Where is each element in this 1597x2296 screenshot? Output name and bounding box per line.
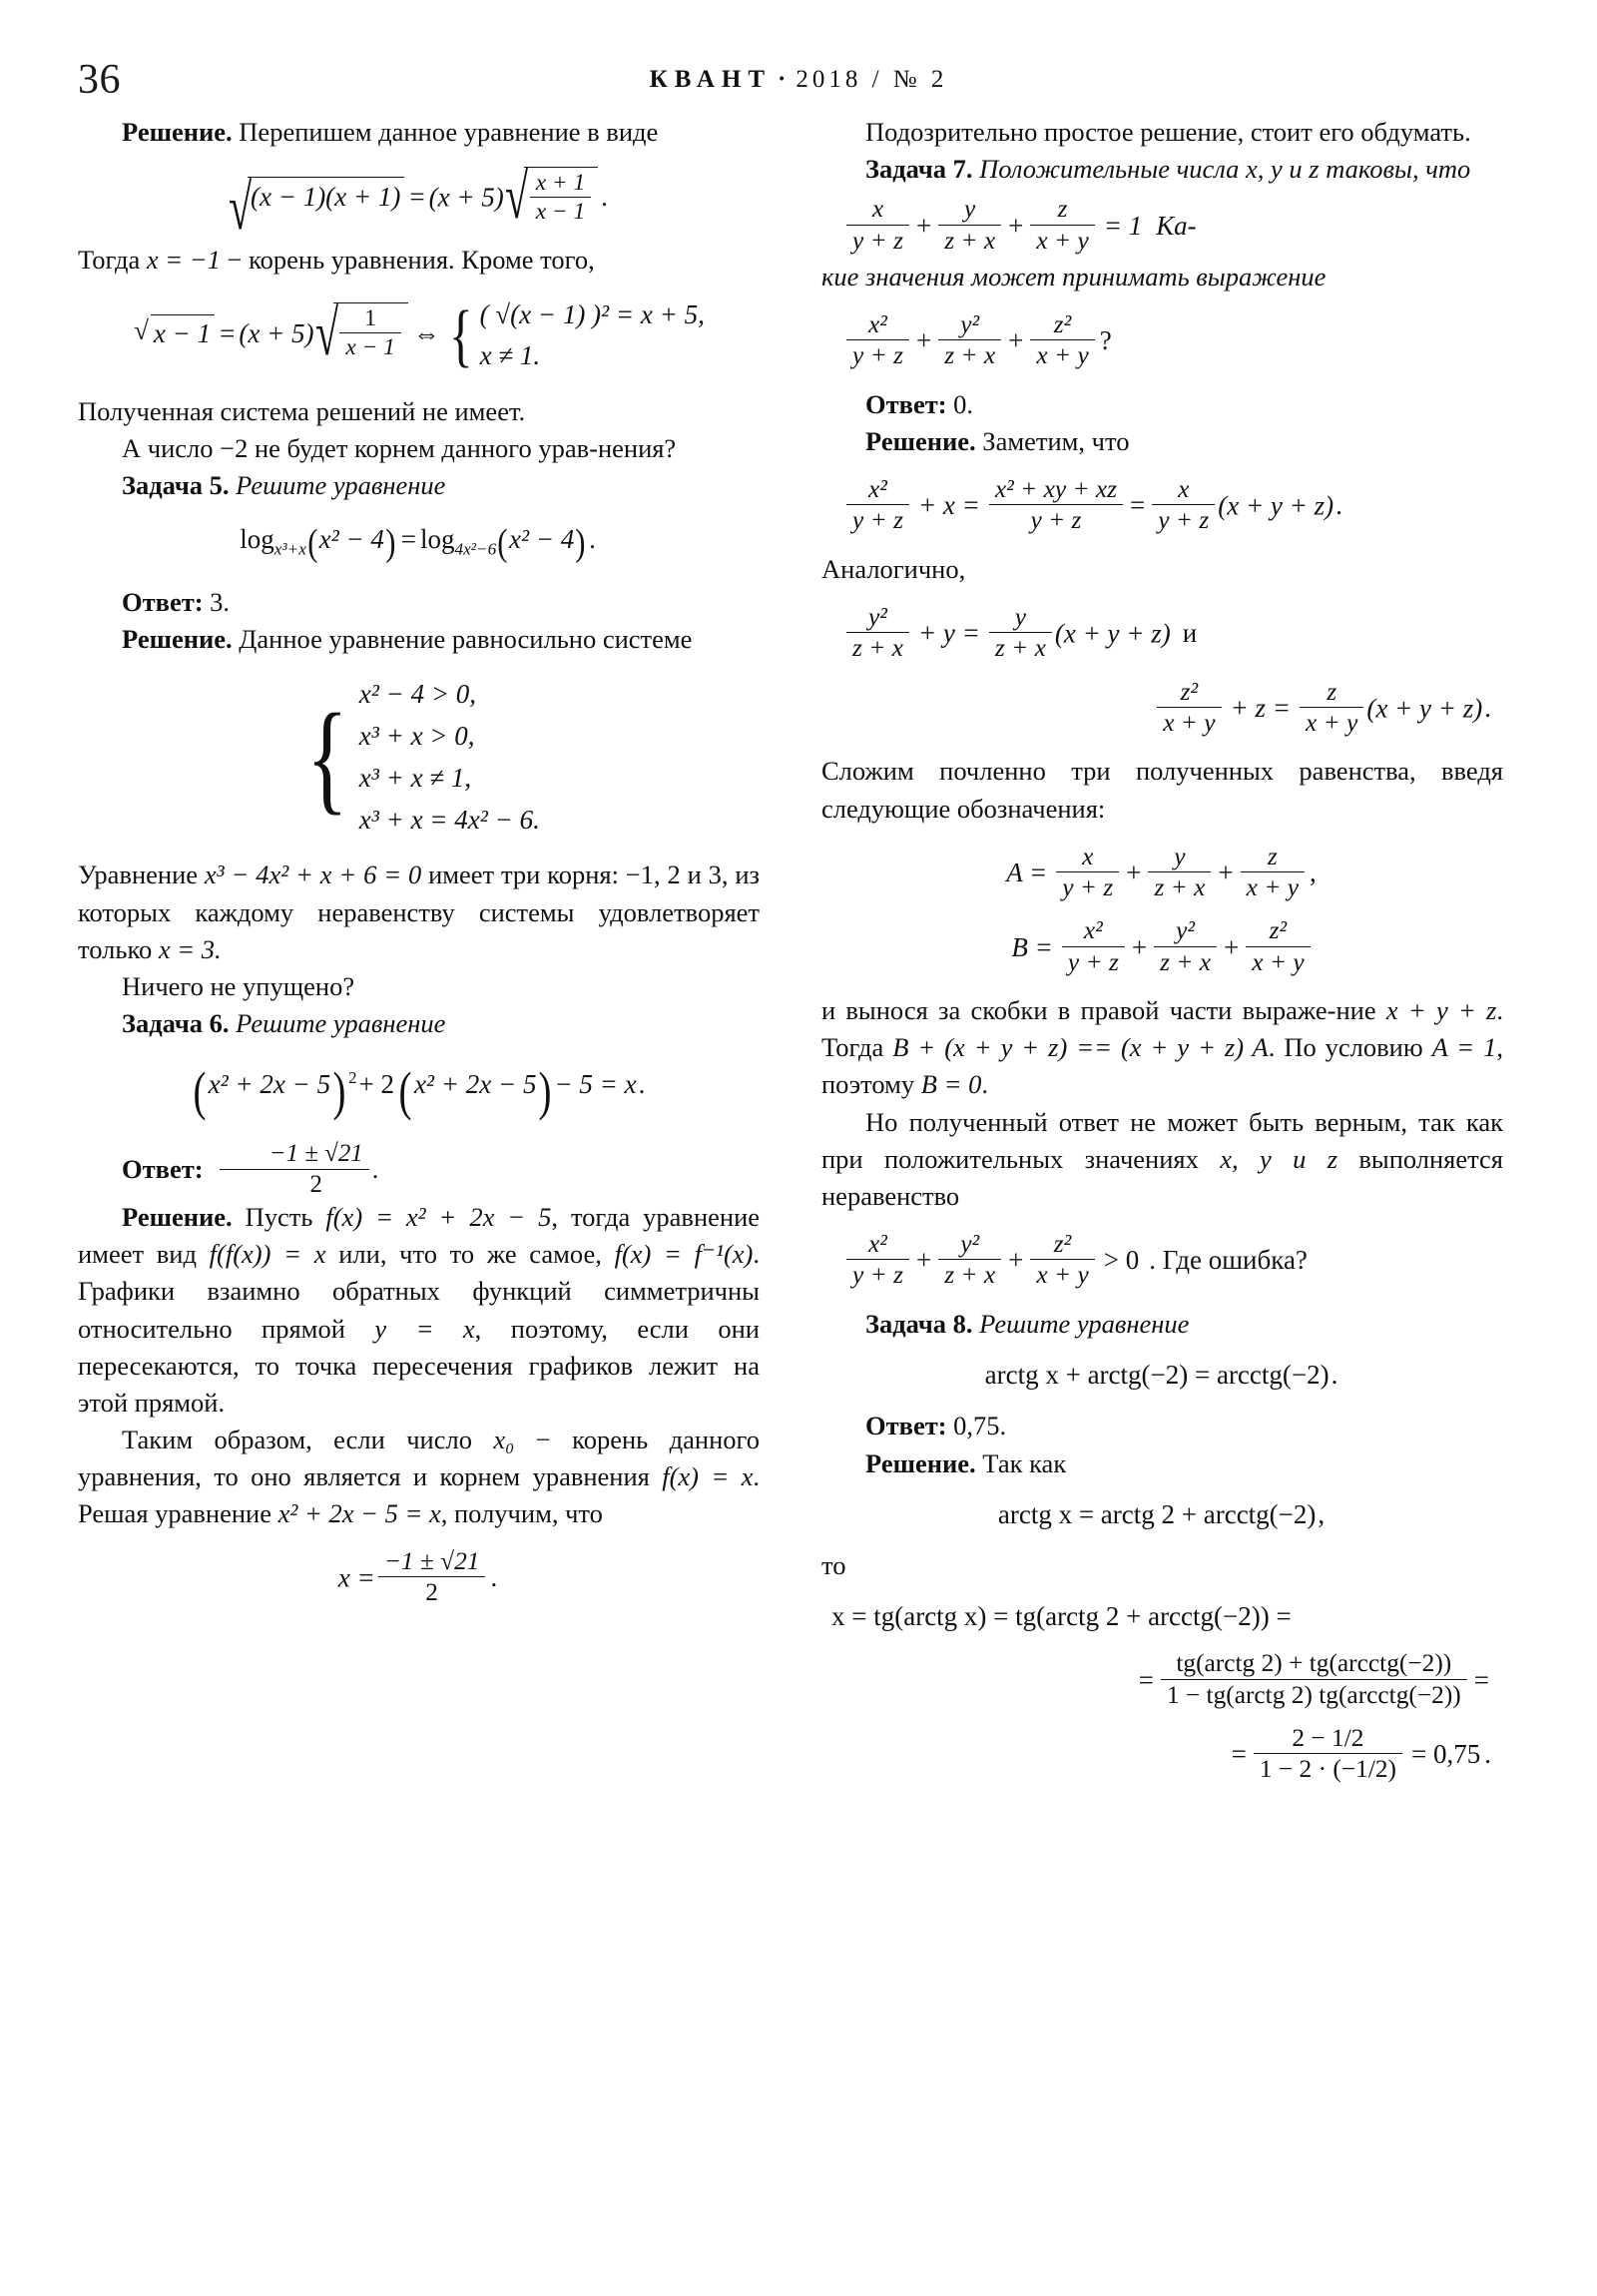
- task-7-expression: [821, 311, 1503, 370]
- eq9-period: .: [1484, 1739, 1491, 1770]
- frac-numerator: √ x + 1: [530, 171, 591, 198]
- paragraph-solution-5: [78, 621, 760, 658]
- power-2: 2: [348, 1067, 357, 1087]
- eqA-f1-den: y + z: [1062, 873, 1114, 902]
- eqB-f2-den: z + x: [1160, 947, 1212, 976]
- task-6-statement: Решите уравнение: [236, 1007, 446, 1038]
- paragraph-sum-termwise: Сложим почленно три полученных равенства, введя следующие обозначения:: [821, 756, 1503, 824]
- arctg-period: .: [1331, 1359, 1338, 1390]
- r3-f2-num: z: [1300, 679, 1363, 708]
- radicand-product: (x − 1)(x + 1): [248, 177, 404, 215]
- answer-6-label: Ответ:: [122, 1154, 204, 1185]
- r4-frac-1: [846, 1231, 909, 1290]
- eqA-frac-1: [1056, 844, 1119, 902]
- thus-d: , получим, что: [440, 1497, 603, 1528]
- equation-arctg-fraction: [821, 1650, 1503, 1709]
- r3-frac-1: [1157, 679, 1221, 738]
- paragraph-contradiction: [821, 1104, 1503, 1215]
- eqB-f3-num: z²: [1246, 917, 1310, 946]
- fact-c: . Тогда: [821, 995, 1503, 1063]
- eqB-f1-num: x²: [1062, 917, 1125, 946]
- paragraph-nothing-missed: Ничего не упущено?: [122, 970, 355, 1001]
- r1-f2-den: y + z: [1030, 506, 1082, 535]
- t7-rhs: = 1: [1103, 210, 1143, 241]
- r4-frac-3: [1030, 1231, 1094, 1290]
- equation-arctg-result: [821, 1725, 1503, 1784]
- two-column-body: [78, 114, 1519, 1800]
- answer-7: [821, 386, 1503, 423]
- plus-4: +: [1008, 325, 1024, 356]
- fact-g: .: [981, 1069, 988, 1100]
- fact-m1: x + y + z: [1385, 995, 1497, 1026]
- t7-f1-den: y + z: [852, 226, 903, 255]
- eq9-equals: =: [1231, 1739, 1247, 1770]
- brace-icon: {: [448, 295, 473, 374]
- t7e-f2-num: y²: [938, 311, 1001, 340]
- t7-f1-num: x: [846, 196, 909, 225]
- task-7-statement-a: Положительные числа x, y и z таковы, что: [979, 154, 1471, 185]
- r4-plus-1: +: [915, 1245, 932, 1276]
- eqA-f2-den: z + x: [1154, 873, 1206, 902]
- eqA-comma: ,: [1309, 858, 1317, 888]
- r1-plus-x: + x =: [917, 490, 980, 521]
- t7e-f1-num: x²: [846, 311, 909, 340]
- r3-frac-2: [1300, 679, 1363, 738]
- eqB-f3-den: x + y: [1252, 947, 1305, 976]
- fact-m4: B = 0: [920, 1069, 982, 1100]
- eq4-tail: − 5 = x: [554, 1068, 637, 1099]
- r4-f1-num: x²: [846, 1231, 909, 1260]
- t7-f3-den: x + y: [1036, 226, 1089, 255]
- paragraph-suspicious: Подозрительно простое решение, стоит его обдумать.: [865, 117, 1471, 147]
- eq8-denominator: 1 − tg(arctg 2) tg(arcctg(−2)): [1166, 1680, 1461, 1709]
- journal-separator: ·: [778, 66, 791, 93]
- right-equation-1: [821, 476, 1503, 535]
- answer-5-value: 3.: [210, 587, 231, 618]
- r1-f3-num: x: [1152, 476, 1215, 505]
- paragraph-cubic-roots: [78, 857, 760, 967]
- paragraph-to: то: [821, 1550, 846, 1581]
- t7e-frac-1: [846, 311, 909, 370]
- inner-expr-2: x² + 2x − 5: [413, 1068, 537, 1099]
- paragraph-solution-8: [821, 1445, 1503, 1482]
- log-2-arg: x² − 4: [508, 524, 575, 555]
- lparen-1: (: [307, 522, 318, 565]
- sol6-c: или, что то же самое,: [325, 1239, 615, 1270]
- answer-6-period: .: [371, 1154, 379, 1185]
- r4-frac-2: [938, 1231, 1001, 1290]
- t7-f2-den: z + x: [944, 226, 996, 255]
- journal-name: КВАНТ: [649, 66, 772, 93]
- condition-row-3: x³ + x ≠ 1,: [358, 762, 472, 793]
- condition-row-2: x³ + x > 0,: [358, 721, 475, 752]
- answer-7-label: Ответ:: [865, 388, 947, 419]
- r2-f2-den: z + x: [994, 634, 1046, 663]
- eqA-frac-3: [1241, 844, 1305, 902]
- answer-5: [78, 584, 760, 621]
- radical-one-over: [315, 302, 408, 360]
- log-2-base: 4x²−6: [454, 539, 497, 559]
- paragraph-then-root: [78, 242, 760, 279]
- fact-m3: A = 1: [1431, 1032, 1497, 1063]
- task-5-label: Задача 5.: [122, 470, 230, 501]
- r1-frac-3: [1152, 476, 1215, 535]
- r1-frac-2: [989, 476, 1123, 535]
- task-7-statement-c: кие значения может принимать выражение: [821, 261, 1327, 291]
- radical-fraction: [505, 167, 598, 225]
- radicand-one-over: [333, 302, 407, 360]
- plus-1: +: [915, 210, 932, 241]
- eq9-result: = 0,75: [1411, 1739, 1481, 1770]
- task-8-label: Задача 8.: [865, 1308, 973, 1339]
- radicand-fraction: [524, 167, 598, 225]
- contra-m: x, y и z: [1220, 1143, 1338, 1174]
- system-row-1: ( √(x − 1) )² = x + 5,: [479, 298, 705, 329]
- fact-a: и вынося за скобки в правой части выраже-: [821, 995, 1336, 1026]
- rparen-4: ): [538, 1060, 552, 1121]
- question-mark: ?: [1099, 325, 1112, 356]
- solution-7-text: Заметим, что: [975, 425, 1130, 456]
- factor-x-plus-5-b: (x + 5): [239, 317, 314, 348]
- task-7-label: Задача 7.: [865, 154, 973, 185]
- then-text-b: − корень уравнения. Кроме того,: [220, 244, 595, 275]
- fact-f: , поэтому: [821, 1032, 1503, 1100]
- paragraph-solution-6: [78, 1199, 760, 1422]
- answer-6: [78, 1141, 760, 1199]
- equation-3-logs: [78, 520, 760, 568]
- r1-f1-den: y + z: [852, 506, 903, 535]
- r2-frac-2: [989, 604, 1052, 663]
- r2-f1-num: y²: [846, 604, 909, 633]
- cubic-text-b: имеет три корня: −1, 2 и 3, из которых каждому неравенству системы удовлетворяет только: [78, 860, 760, 964]
- cubic-answer: x = 3.: [158, 933, 222, 964]
- paragraph-solution-4: [78, 114, 760, 151]
- journal-title-line: [650, 66, 948, 94]
- thus-b: − корень данного уравнения, то оно является и корнем уравнения: [78, 1424, 760, 1491]
- eq9-denominator: 1 − 2 · (−1/2): [1259, 1755, 1397, 1784]
- paragraph-minus-two: [78, 430, 760, 467]
- period-5: .: [490, 1562, 498, 1593]
- answer-7-value: 0.: [953, 388, 974, 419]
- contra-b: выполняется неравенство: [821, 1143, 1503, 1211]
- lparen-4: (: [398, 1060, 412, 1121]
- r4-plus-2: +: [1008, 1245, 1024, 1276]
- eqB-plus-1: +: [1131, 931, 1148, 962]
- sol6-m3: f(x) = f⁻¹(x): [614, 1239, 754, 1270]
- r2-plus-y: + y =: [917, 618, 980, 649]
- condition-row-1: x² − 4 > 0,: [358, 679, 477, 710]
- minus-two-b: нения?: [597, 433, 677, 464]
- running-head: [78, 52, 1519, 114]
- journal-issue: 2018 / № 2: [796, 66, 948, 93]
- solution-6-label: Решение.: [122, 1202, 233, 1233]
- eq8-numerator: tg(arctg 2) + tg(arcctg(−2)): [1161, 1650, 1467, 1679]
- answer-6-numerator: −1 ± √21: [220, 1141, 369, 1170]
- r1-f3-den: y + z: [1158, 506, 1210, 535]
- right-equation-2: [821, 604, 1503, 663]
- sol6-d: . Графики взаимно обратных функций симметричны относительно прямой: [78, 1239, 760, 1344]
- r2-f2-num: y: [989, 604, 1052, 633]
- equation-B: [821, 917, 1503, 976]
- task-7-condition-equation: [821, 196, 1503, 255]
- then-text-a: Тогда: [78, 244, 147, 275]
- contra-a: Но полученный ответ не может быть верным, так как при положительных значениях: [821, 1106, 1503, 1174]
- answer-8-value: 0,75.: [953, 1411, 1007, 1441]
- t7-f2-num: y: [938, 196, 1001, 225]
- r4-f3-num: z²: [1030, 1231, 1094, 1260]
- thus-c: . Решая уравнение: [78, 1460, 760, 1528]
- page-number: 36: [78, 57, 121, 103]
- r4-greater: > 0: [1103, 1245, 1140, 1276]
- cubic-text-a: Уравнение: [78, 860, 199, 890]
- eq8-trail: =: [1473, 1664, 1489, 1695]
- eqB-frac-3: [1246, 917, 1310, 976]
- fact-e: . По условию: [1268, 1032, 1432, 1063]
- task-7-heading: [821, 151, 1503, 188]
- r2-f1-den: z + x: [852, 634, 903, 663]
- right-equation-4-inequality: [821, 1231, 1503, 1290]
- r3-f1-den: x + y: [1163, 709, 1216, 738]
- equation-1: [78, 167, 760, 225]
- eqA-plus-2: +: [1218, 858, 1234, 888]
- eqB-lhs: B =: [1011, 931, 1053, 962]
- log-1-arg: x² − 4: [318, 524, 384, 555]
- equation-arctg-main: [821, 1359, 1503, 1393]
- r2-tail: (x + y + z): [1054, 618, 1171, 649]
- eq5-lhs: x =: [337, 1562, 375, 1593]
- sol6-e: , поэтому, если они пересекаются, то точка пересечения графиков лежит на этой прямой.: [78, 1313, 760, 1418]
- r3-plus-z: + z =: [1230, 693, 1291, 724]
- r3-period: .: [1484, 693, 1491, 724]
- inner-expr-1: x² + 2x − 5: [208, 1068, 331, 1099]
- t7-frac-3: [1030, 196, 1094, 255]
- t7e-f2-den: z + x: [944, 341, 996, 370]
- solution-5-label: Решение.: [122, 624, 233, 655]
- radicand-x-minus-1: x − 1: [151, 314, 215, 351]
- arctg-since-text: arctg x = arctg 2 + arcctg(−2): [997, 1498, 1317, 1529]
- r1-equals: =: [1130, 490, 1146, 521]
- system-four-rows: [297, 674, 540, 841]
- paragraph-analogously: Аналогично,: [821, 553, 966, 584]
- eqB-f2-num: y²: [1154, 917, 1217, 946]
- r1-f1-num: x²: [846, 476, 909, 505]
- t7e-f1-den: y + z: [852, 341, 903, 370]
- eq5-denominator: 2: [425, 1578, 438, 1607]
- eq9-fraction: [1254, 1725, 1402, 1784]
- solution-5-text: Данное уравнение равносильно системе: [232, 624, 693, 655]
- solution-8-text: Так как: [975, 1447, 1067, 1478]
- task-7-statement-b: Ка-: [1156, 210, 1197, 241]
- lparen-2: (: [497, 522, 508, 565]
- right-column: [821, 114, 1503, 1800]
- thus-a: Таким образом, если число: [122, 1424, 494, 1454]
- lparen-3: (: [193, 1060, 207, 1121]
- answer-6-fraction: [220, 1141, 369, 1199]
- r1-frac-1: [846, 476, 909, 535]
- minus-two-a: А число −2 не будет корнем данного урав-: [122, 433, 598, 464]
- eqB-f1-den: y + z: [1067, 947, 1119, 976]
- task-5-statement: Решите уравнение: [236, 470, 446, 501]
- rparen-2: ): [575, 522, 586, 565]
- fact-m2: B + (x + y + z) =: [892, 1032, 1095, 1063]
- sol6-m2: f(f(x)) = x: [209, 1239, 326, 1270]
- then-math: x = −1: [146, 244, 221, 275]
- sol6-a: Пусть: [232, 1202, 326, 1233]
- eqA-f3-den: x + y: [1246, 873, 1299, 902]
- task-6-label: Задача 6.: [122, 1007, 230, 1038]
- fact-b: ние: [1335, 995, 1386, 1026]
- eqA-lhs: A =: [1006, 858, 1048, 888]
- sol6-m4: y = x: [374, 1313, 475, 1344]
- eqA-f3-num: z: [1241, 844, 1305, 872]
- r2-frac-1: [846, 604, 909, 663]
- equation-A: [821, 844, 1503, 902]
- eq5-fraction: [378, 1548, 486, 1607]
- brace-icon-large: {: [306, 688, 348, 827]
- t7-frac-2: [938, 196, 1001, 255]
- condition-row-4: x³ + x = 4x² − 6.: [358, 804, 540, 835]
- left-column: [78, 114, 760, 1623]
- system-of-conditions: [78, 674, 760, 841]
- r4-f2-den: z + x: [944, 1261, 996, 1290]
- rparen-3: ): [332, 1060, 346, 1121]
- thus-m3: x² + 2x − 5 = x: [277, 1497, 441, 1528]
- thus-m2: f(x) = x: [662, 1460, 754, 1491]
- r4-f3-den: x + y: [1036, 1261, 1089, 1290]
- paragraph-no-solutions: Полученная система решений не имеет.: [78, 396, 526, 427]
- r3-tail: (x + y + z): [1366, 693, 1483, 724]
- equation-5-final-left: [78, 1548, 760, 1607]
- fact-d: = (x + y + z) A: [1094, 1032, 1269, 1063]
- t7e-frac-3: [1030, 311, 1094, 370]
- equation-2: [78, 294, 760, 378]
- plus-3: +: [915, 325, 932, 356]
- equals-sign: =: [409, 182, 425, 213]
- rparen-1: ): [385, 522, 396, 565]
- r3-f2-den: x + y: [1306, 709, 1358, 738]
- r2-and: и: [1182, 618, 1198, 649]
- eqA-frac-2: [1148, 844, 1211, 902]
- eqB-frac-1: [1062, 917, 1125, 976]
- eqA-f1-num: x: [1056, 844, 1119, 872]
- eq9-numerator: 2 − 1/2: [1254, 1725, 1402, 1754]
- plus-two: + 2: [358, 1068, 394, 1099]
- equation-arctg-since: [821, 1498, 1503, 1532]
- solution-label: Решение.: [122, 117, 233, 147]
- r1-tail: (x + y + z): [1218, 490, 1334, 521]
- eqB-plus-2: +: [1224, 931, 1240, 962]
- sol6-b: , тогда уравнение имеет вид: [78, 1202, 761, 1270]
- right-equation-3: [821, 679, 1503, 738]
- radical-x-minus-1: [134, 314, 215, 351]
- r4-tail-text: . Где ошибка?: [1149, 1245, 1308, 1276]
- eq5-numerator: −1 ± √21: [378, 1548, 486, 1577]
- plus-2: +: [1008, 210, 1024, 241]
- t7-f3-num: z: [1030, 196, 1094, 225]
- task-6-heading: [78, 1005, 760, 1042]
- paragraph-solution-7: [821, 423, 1503, 460]
- answer-6-denominator: 2: [309, 1171, 322, 1199]
- eqB-frac-2: [1154, 917, 1217, 976]
- period-4: .: [638, 1068, 646, 1099]
- t7e-frac-2: [938, 311, 1001, 370]
- thus-m1: x₀: [493, 1424, 515, 1454]
- cubic-equation: x³ − 4x² + x + 6 = 0: [204, 860, 422, 890]
- sol6-m1: f(x) = x² + 2x − 5: [325, 1202, 552, 1233]
- frac-den-x-minus-1: x − 1: [345, 334, 395, 361]
- task-5-heading: [78, 467, 760, 504]
- iff-sign: ⇔: [412, 317, 440, 348]
- solution-7-label: Решение.: [865, 425, 976, 456]
- eq8-fraction: [1161, 1650, 1467, 1709]
- frac-num-one: √ 1: [339, 306, 400, 333]
- equation-arctg-expand: [821, 1600, 1503, 1634]
- period-1: .: [601, 182, 608, 213]
- solution-8-label: Решение.: [865, 1447, 976, 1478]
- r1-f2-num: x² + xy + xz: [989, 476, 1123, 505]
- task-8-statement: Решите уравнение: [979, 1308, 1190, 1339]
- answer-8-label: Ответ:: [865, 1411, 947, 1441]
- arctg-since-comma: ,: [1318, 1498, 1326, 1529]
- log-1-base: x³+x: [273, 539, 306, 559]
- eqA-plus-1: +: [1126, 858, 1142, 888]
- arctg-expand-text: x = tg(arctg x) = tg(arctg 2 + arcctg(−2)) =: [831, 1601, 1292, 1632]
- period-3: .: [589, 524, 596, 555]
- system-row-2: x ≠ 1.: [479, 340, 541, 371]
- log-2: log: [419, 524, 455, 555]
- equals-sign-3: =: [400, 524, 416, 555]
- frac-denominator: x − 1: [535, 199, 586, 226]
- radical-product: [229, 177, 404, 215]
- paragraph-factoring: [821, 992, 1503, 1103]
- r4-f1-den: y + z: [852, 1261, 903, 1290]
- t7-frac-1: [846, 196, 909, 255]
- r3-f1-num: z²: [1157, 679, 1221, 708]
- system-two-rows: [444, 294, 705, 378]
- answer-5-label: Ответ:: [122, 587, 204, 618]
- paragraph-thus-root: [78, 1422, 760, 1532]
- equation-4-quadratic: [78, 1058, 760, 1126]
- log-1: log: [240, 524, 274, 555]
- eqA-f2-num: y: [1148, 844, 1211, 872]
- task-8-heading: [821, 1306, 1503, 1343]
- r1-period: .: [1335, 490, 1342, 521]
- r4-f2-num: y²: [938, 1231, 1001, 1260]
- t7e-f3-den: x + y: [1036, 341, 1089, 370]
- solution-text: Перепишем данное уравнение в виде: [232, 117, 659, 147]
- arctg-equation-text: arctg x + arctg(−2) = arcctg(−2): [984, 1359, 1330, 1390]
- equals-sign-2: =: [220, 317, 236, 348]
- eq8-equals: =: [1138, 1664, 1154, 1695]
- t7e-f3-num: z²: [1030, 311, 1094, 340]
- factor-x-plus-5: (x + 5): [428, 182, 504, 213]
- answer-8: [821, 1408, 1503, 1444]
